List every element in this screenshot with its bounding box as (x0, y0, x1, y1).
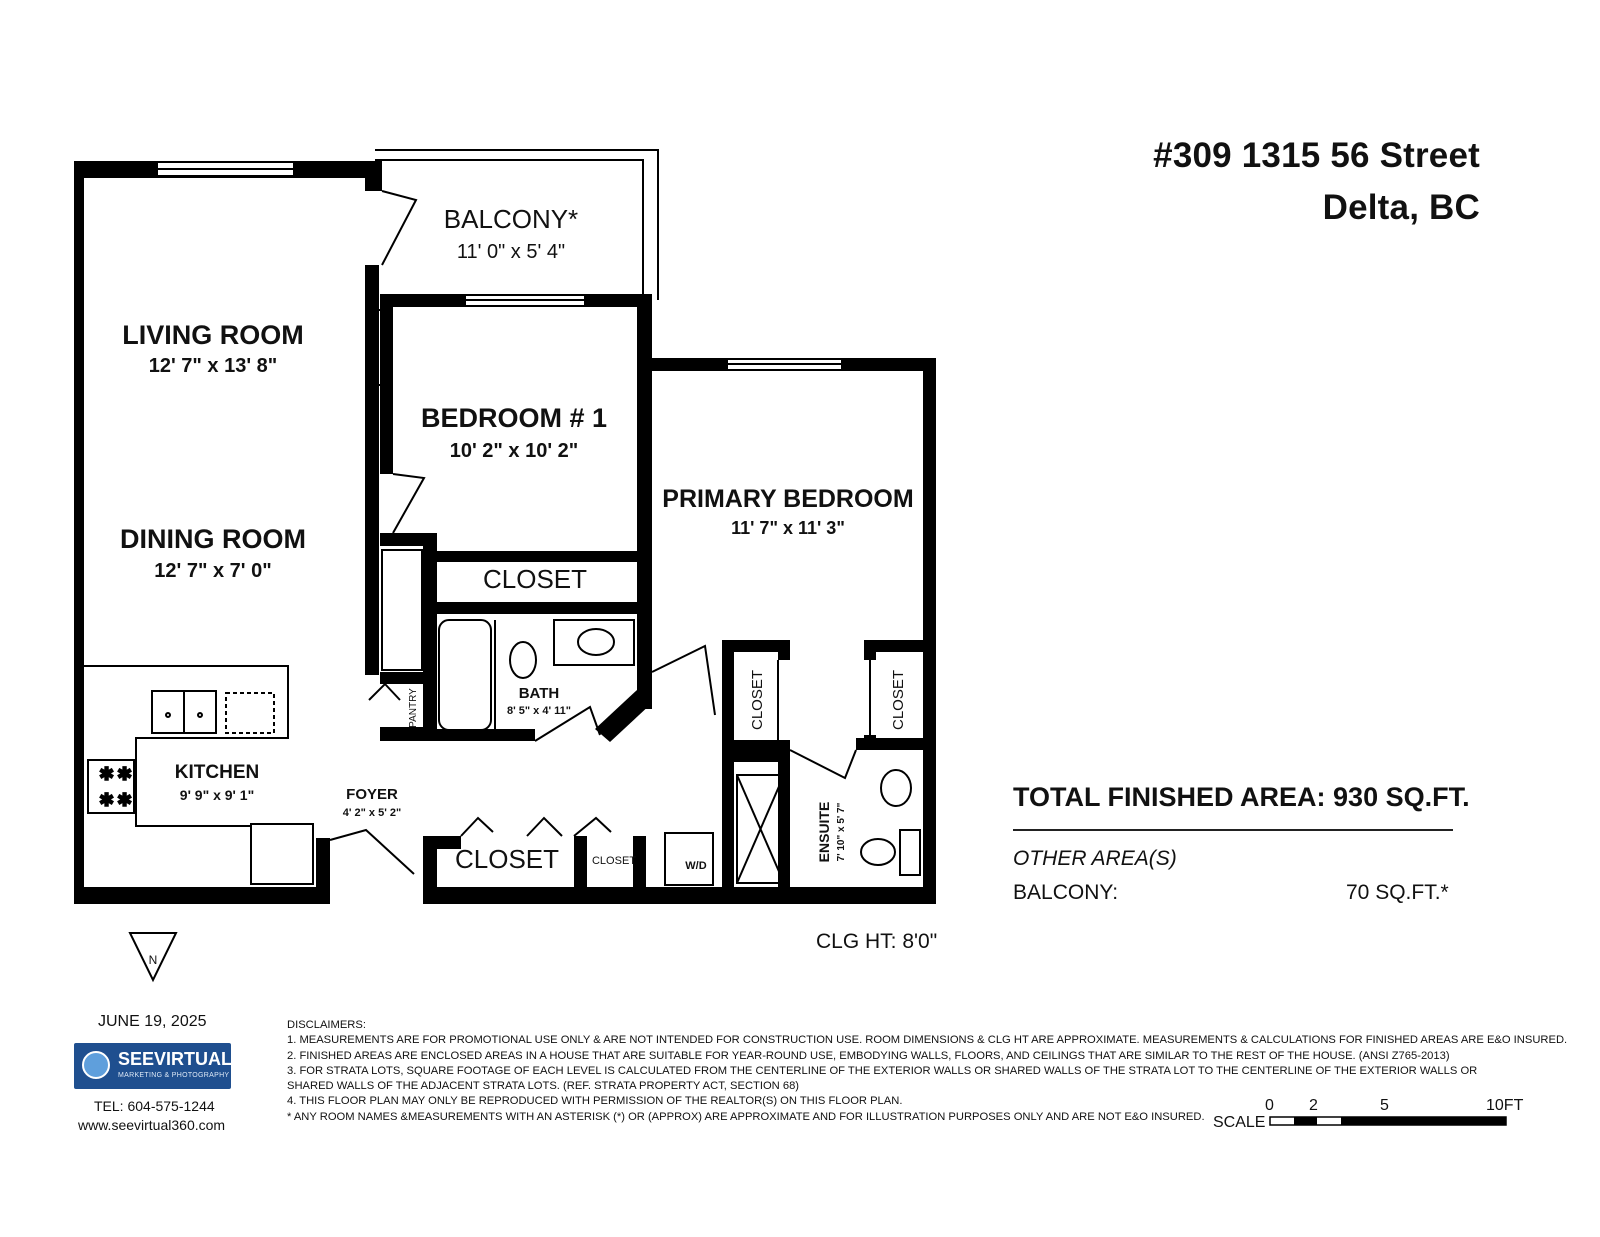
ensuite-dims: 7' 10" x 5' 7" (836, 802, 847, 862)
bathtub (439, 620, 491, 730)
ensuite-sink (881, 770, 911, 806)
bath-sink (578, 629, 614, 655)
dining-room-dims: 12' 7" x 7' 0" (154, 560, 272, 582)
wall (856, 738, 936, 750)
closet-bifold (461, 818, 493, 836)
wall (595, 690, 652, 742)
wall (923, 358, 936, 903)
fridge (251, 824, 313, 884)
ceiling-height: CLG HT: 8'0" (816, 930, 938, 953)
washer-dryer (665, 833, 713, 885)
scale-tick: 2 (1309, 1097, 1318, 1114)
disclaimers (287, 1018, 1568, 1125)
toilet-tank (900, 830, 920, 875)
disclaimer-line: DISCLAIMERS: (287, 1019, 366, 1031)
logo-subtitle: MARKETING & PHOTOGRAPHY (118, 1072, 230, 1079)
bedroom-door-swing (393, 474, 424, 533)
total-area-label: TOTAL FINISHED AREA: (1013, 782, 1326, 812)
bath-dims: 8' 5" x 4' 11" (507, 705, 571, 717)
kitchen-dims: 9' 9" x 9' 1" (179, 787, 255, 803)
balcony-dims: 11' 0" x 5' 4" (456, 241, 566, 263)
scale-tick: 0 (1265, 1097, 1274, 1114)
plan-date: JUNE 19, 2025 (98, 1013, 207, 1030)
wall (633, 836, 646, 904)
bath-label: BATH (518, 685, 560, 702)
wall (778, 640, 790, 660)
disclaimer-line: * ANY ROOM NAMES &MEASUREMENTS WITH AN ASTERISK (*) OR (APPROX) ARE APPROXIMATE AND FOR ILLUSTRATION PURPOSES ONLY AND ARE NOT E&O INSURED. (287, 1110, 1205, 1123)
wd-label: W/D (685, 860, 707, 872)
dining-room-label: DINING ROOM (120, 524, 306, 554)
pantry-label: PANTRY (408, 688, 419, 728)
shelf (382, 550, 422, 670)
ensuite-label: ENSUITE (816, 801, 832, 863)
wall (864, 640, 876, 660)
entry-door-swing (330, 830, 414, 874)
ensuite-door-swing (790, 750, 856, 778)
total-area-unit: SQ.FT. (1385, 782, 1470, 812)
other-areas-label: OTHER AREA(S) (1013, 847, 1177, 870)
wall (423, 533, 437, 741)
bedroom1-label: BEDROOM # 1 (420, 403, 608, 433)
disclaimer-line: 2. FINISHED AREAS ARE ENCLOSED AREAS IN A HOUSE THAT ARE SUITABLE FOR YEAR-ROUND USE, EMBODYING WALLS, FLOORS, AND CEILINGS THAT ARE SIMILAR TO THE REST OF THE HOUSE. (ANSI Z765-2013) (287, 1049, 1450, 1062)
bedroom1-dims: 10' 2" x 10' 2" (449, 440, 579, 462)
foyer-label: FOYER (346, 786, 398, 803)
balcony-area-value: 70 SQ.FT.* (1346, 881, 1449, 904)
primary-bedroom-label: PRIMARY BEDROOM (662, 485, 914, 513)
north-label: N (148, 953, 158, 967)
closet-foyer-label: CLOSET (454, 844, 560, 874)
logo-icon (82, 1051, 110, 1079)
scale-label: SCALE (1213, 1114, 1266, 1131)
wall (437, 602, 647, 614)
company-logo (74, 1043, 231, 1089)
primary-bedroom-dims: 11' 7" x 11' 3" (731, 518, 845, 538)
wall (574, 836, 587, 904)
closet-primary-b-label: CLOSET (890, 669, 907, 731)
pantry-door (369, 684, 400, 700)
wall (380, 672, 430, 684)
wall (380, 533, 430, 546)
balcony-label: BALCONY* (443, 204, 579, 234)
closet-small-label: CLOSET (591, 855, 637, 867)
burner: ✱ (117, 764, 133, 785)
disclaimer-line: SHARED WALLS OF THE ADJACENT STRATA LOTS. (REF. STRATA PROPERTY ACT, SECTION 68) (287, 1080, 800, 1093)
address-line2: Delta, BC (1322, 188, 1480, 227)
dishwasher (226, 693, 274, 733)
primary-door-swing (652, 646, 715, 715)
wall (437, 552, 647, 562)
living-room-label: LIVING ROOM (122, 320, 304, 350)
disclaimer-line: 4. THIS FLOOR PLAN MAY ONLY BE REPRODUCED WITH PERMISSION OF THE REALTOR(S) ON THIS FLOOR PLAN. (287, 1095, 903, 1108)
kitchen-label: KITCHEN (174, 762, 260, 783)
burner: ✱ (99, 790, 115, 811)
burner: ✱ (99, 764, 115, 785)
burner: ✱ (117, 790, 133, 811)
foyer-dims: 4' 2" x 5' 2" (342, 807, 402, 819)
total-area (1013, 782, 1470, 813)
address-line1: #309 1315 56 Street (1153, 136, 1480, 175)
wall (722, 640, 734, 888)
stove-burners (99, 764, 132, 811)
logo-name: SEEVIRTUAL (118, 1049, 233, 1069)
closet-bifold (574, 818, 611, 836)
company-website[interactable]: www.seevirtual360.com (78, 1117, 226, 1133)
total-area-value: 930 (1333, 782, 1379, 812)
drain (198, 713, 202, 717)
wall (316, 838, 330, 904)
toilet (510, 642, 536, 678)
drain (166, 713, 170, 717)
wall (74, 161, 84, 904)
balcony-area-label: BALCONY: (1013, 881, 1119, 904)
vanity (554, 620, 634, 665)
wall (380, 727, 430, 741)
closet-bifold (527, 818, 562, 836)
living-room-dims: 12' 7" x 13' 8" (148, 355, 278, 377)
disclaimer-line: 1. MEASUREMENTS ARE FOR PROMOTIONAL USE ONLY & ARE NOT INTENDED FOR CONSTRUCTION USE. ROOM DIMENSIONS & CLG HT ARE APPROXIMATE. MEASUREMENTS & CALCULATIONS FOR FINISHED AREAS ARE E&O INSURED. (287, 1034, 1568, 1047)
closet-primary-a-label: CLOSET (749, 669, 766, 731)
balcony-door-swing (382, 191, 416, 265)
wall (423, 887, 936, 904)
area-divider (1013, 829, 1453, 831)
scale-tick: 10FT (1486, 1097, 1524, 1114)
scale-tick: 5 (1380, 1097, 1389, 1114)
wall (365, 161, 382, 191)
closet-bed1-label: CLOSET (482, 564, 588, 594)
disclaimer-line: 3. FOR STRATA LOTS, SQUARE FOOTAGE OF EACH LEVEL IS CALCULATED FROM THE CENTERLINE OF THE EXTERIOR WALLS OR SHARED WALLS OF THE STRATA LOT TO THE CENTERLINE OF THE EXTERIOR WALLS OR (287, 1064, 1478, 1077)
ensuite-toilet (861, 839, 895, 865)
wall (637, 294, 652, 709)
company-phone: TEL: 604-575-1244 (94, 1098, 215, 1114)
wall (74, 887, 330, 904)
